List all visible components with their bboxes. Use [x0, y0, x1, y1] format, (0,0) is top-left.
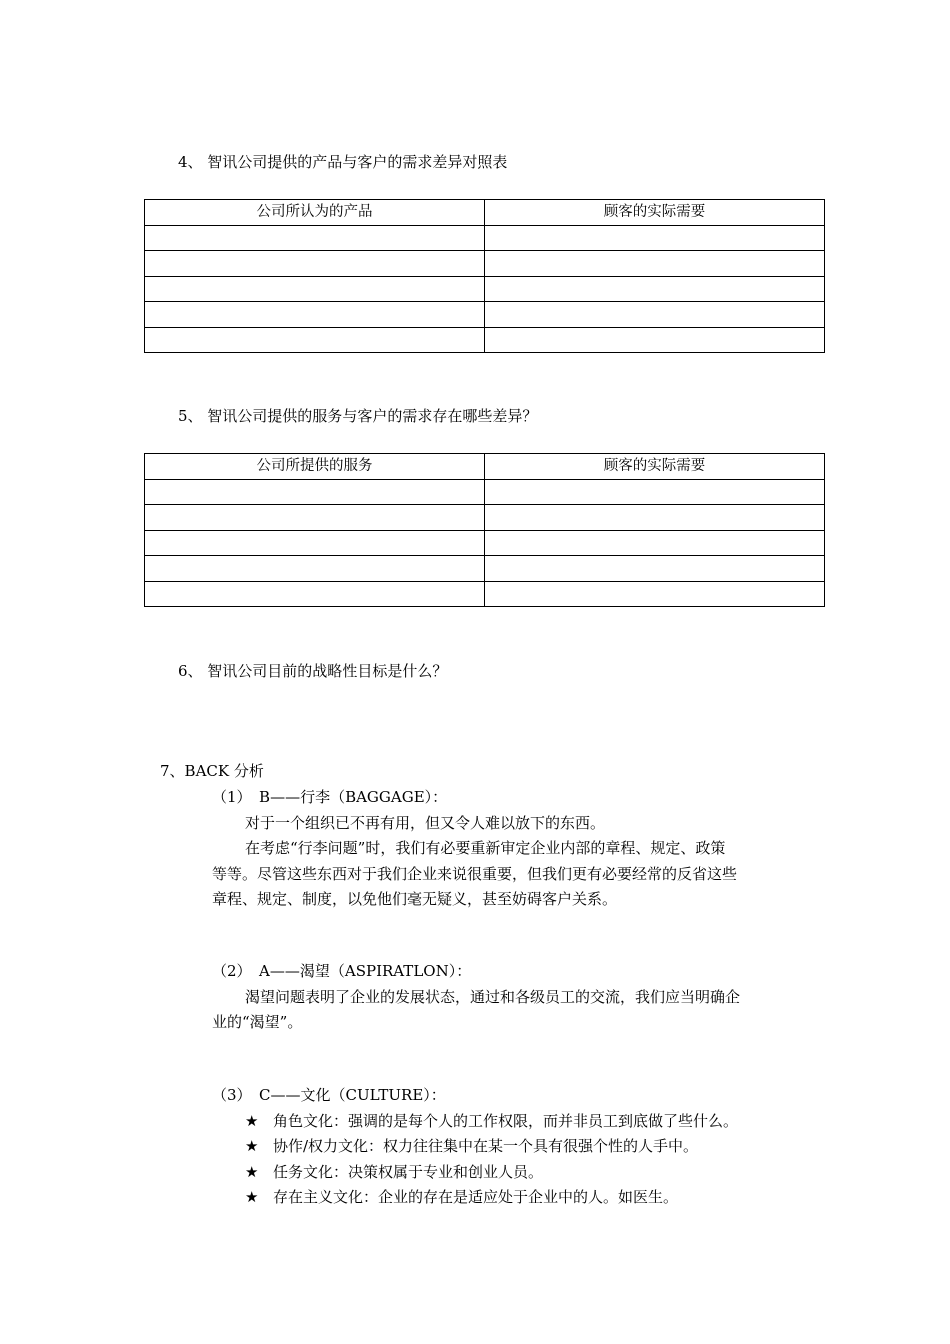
- back-b-paragraph-line: 章程、规定、制度，以免他们毫无疑义，甚至妨碍客户关系。: [212, 890, 618, 908]
- table-cell[interactable]: [485, 505, 825, 531]
- table-cell[interactable]: [145, 581, 485, 607]
- table-cell[interactable]: [145, 505, 485, 531]
- table-row: [145, 505, 825, 531]
- back-a-heading: （2） A——渴望（ASPIRATLON）：: [212, 962, 472, 980]
- star-icon: ★: [245, 1162, 259, 1181]
- list-item: [245, 1134, 812, 1160]
- back-b-heading: （1） B——行李（BAGGAGE）：: [212, 788, 448, 806]
- list-item: [245, 1185, 812, 1211]
- q5-title: 5、 智讯公司提供的服务与客户的需求存在哪些差异？: [178, 407, 538, 425]
- table-row: [145, 302, 825, 328]
- star-icon: ★: [245, 1188, 259, 1206]
- table-cell[interactable]: [485, 302, 825, 328]
- table-cell[interactable]: [485, 327, 825, 353]
- table-cell[interactable]: [485, 251, 825, 277]
- table-cell[interactable]: [145, 251, 485, 277]
- back-a-paragraph-line: 业的“渴望”。: [212, 1013, 303, 1031]
- table-cell[interactable]: [145, 276, 485, 302]
- table-cell[interactable]: [485, 276, 825, 302]
- table-header: 顾客的实际需要: [485, 200, 825, 226]
- list-item-text: 存在主义文化：企业的存在是适应处于企业中的人。如医生。: [273, 1188, 679, 1206]
- table-row: [145, 479, 825, 505]
- back-c-heading: （3） C——文化（CULTURE）：: [212, 1086, 446, 1104]
- table-row: [145, 225, 825, 251]
- table-row: [145, 276, 825, 302]
- list-item-text: 角色文化：强调的是每个人的工作权限，而并非员工到底做了些什么。: [273, 1111, 739, 1130]
- table-cell[interactable]: [145, 327, 485, 353]
- table-cell[interactable]: [145, 479, 485, 505]
- table-header: 顾客的实际需要: [485, 454, 825, 480]
- table-row: [145, 327, 825, 353]
- back-a-paragraph-line: 渴望问题表明了企业的发展状态，通过和各级员工的交流，我们应当明确企: [245, 987, 741, 1006]
- table-row: [145, 581, 825, 607]
- table-cell[interactable]: [485, 556, 825, 582]
- table-row: [145, 530, 825, 556]
- table-cell[interactable]: [145, 302, 485, 328]
- list-item-text: 任务文化：决策权属于专业和创业人员。: [273, 1162, 544, 1181]
- list-item: [245, 1160, 812, 1186]
- list-item: [245, 1109, 812, 1135]
- list-item-text: 协作/权力文化：权力往往集中在某一个具有很强个性的人手中。: [273, 1137, 699, 1155]
- q7-title: 7、BACK 分析: [160, 762, 264, 780]
- table-cell[interactable]: [485, 479, 825, 505]
- back-b-section: [212, 785, 812, 913]
- star-icon: ★: [245, 1111, 259, 1130]
- table-cell[interactable]: [485, 225, 825, 251]
- back-c-section: [212, 1083, 812, 1211]
- table-row: [145, 251, 825, 277]
- back-b-paragraph-line: 在考虑“行李问题”时，我们有必要重新审定企业内部的章程、规定、政策: [245, 839, 726, 857]
- back-a-section: [212, 959, 812, 1036]
- q6-title: 6、 智讯公司目前的战略性目标是什么？: [178, 662, 448, 680]
- star-icon: ★: [245, 1137, 259, 1155]
- table-row: [145, 556, 825, 582]
- table-cell[interactable]: [145, 530, 485, 556]
- table-header: 公司所提供的服务: [145, 454, 485, 480]
- table-cell[interactable]: [145, 225, 485, 251]
- table-cell[interactable]: [145, 556, 485, 582]
- back-b-definition: 对于一个组织已不再有用，但又令人难以放下的东西。: [245, 813, 606, 832]
- back-b-paragraph-line: 等等。尽管这些东西对于我们企业来说很重要，但我们更有必要经常的反省这些: [212, 864, 738, 883]
- product-needs-table: [144, 199, 825, 353]
- service-needs-table: [144, 453, 825, 607]
- table-header: 公司所认为的产品: [145, 200, 485, 226]
- q4-title: 4、 智讯公司提供的产品与客户的需求差异对照表: [178, 153, 508, 171]
- table-cell[interactable]: [485, 530, 825, 556]
- table-cell[interactable]: [485, 581, 825, 607]
